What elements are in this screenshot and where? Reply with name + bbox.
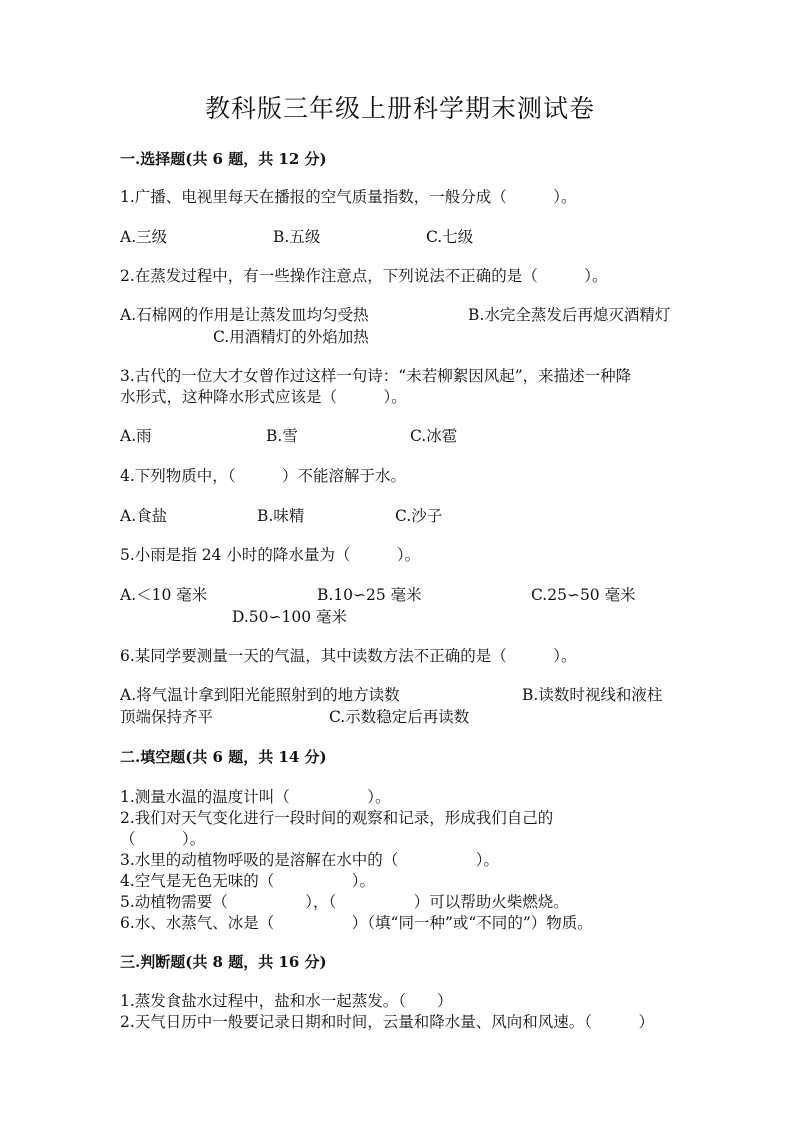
option-b: B.水完全蒸发后再熄灭酒精灯 xyxy=(468,306,671,324)
option-a: A.将气温计拿到阳光能照射到的地方读数 xyxy=(120,686,400,704)
option-a: A.雨 xyxy=(120,427,152,445)
true-false-item: 1.蒸发食盐水过程中，盐和水一起蒸发。（ ） xyxy=(120,992,453,1010)
fill-blank-item: 3.水里的动植物呼吸的是溶解在水中的（ ）。 xyxy=(120,851,500,869)
page-title: 教科版三年级上册科学期末测试卷 xyxy=(204,94,595,123)
fill-blank-item: 4.空气是无色无味的（ ）。 xyxy=(120,872,376,890)
question-stem: 1.广播、电视里每天在播报的空气质量指数，一般分成（ ）。 xyxy=(120,188,577,206)
question-stem: 4.下列物质中，（ ）不能溶解于水。 xyxy=(120,467,407,485)
option-c: C.七级 xyxy=(426,228,474,246)
option-b-continued: 顶端保持齐平 xyxy=(120,708,214,726)
true-false-item: 2.天气日历中一般要记录日期和时间，云量和降水量、风向和风速。（ ） xyxy=(120,1013,655,1031)
fill-blank-item: 2.我们对天气变化进行一段时间的观察和记录，形成我们自己的 xyxy=(120,809,554,827)
question-stem: 5.小雨是指 24 小时的降水量为（ ）。 xyxy=(120,546,421,564)
fill-blank-item-continued: （ ）。 xyxy=(120,830,206,848)
question-stem-continued: 水形式，这种降水形式应该是（ ）。 xyxy=(120,388,407,406)
question-stem: 6.某同学要测量一天的气温，其中读数方法不正确的是（ ）。 xyxy=(120,647,577,665)
option-b: B.读数时视线和液柱 xyxy=(522,686,663,704)
option-b: B.味精 xyxy=(257,507,305,525)
question-stem: 2.在蒸发过程中，有一些操作注意点，下列说法不正确的是（ ）。 xyxy=(120,267,608,285)
section-heading-choice: 一.选择题(共 6 题，共 12 分) xyxy=(120,150,327,168)
option-a: A.石棉网的作用是让蒸发皿均匀受热 xyxy=(120,306,369,324)
option-c: C.示数稳定后再读数 xyxy=(329,708,470,726)
option-b: B.10∽25 毫米 xyxy=(317,586,422,604)
fill-blank-item: 1.测量水温的温度计叫（ ）。 xyxy=(120,788,391,806)
option-a: A.食盐 xyxy=(120,507,168,525)
question-stem: 3.古代的一位大才女曾作过这样一句诗：“未若柳絮因风起”，来描述一种降 xyxy=(120,367,632,385)
option-c: C.沙子 xyxy=(395,507,443,525)
option-c: C.用酒精灯的外焰加热 xyxy=(213,328,369,346)
fill-blank-item: 5.动植物需要（ ），（ ）可以帮助火柴燃烧。 xyxy=(120,893,569,911)
option-a: A.＜10 毫米 xyxy=(120,586,208,604)
option-a: A.三级 xyxy=(120,228,168,246)
option-b: B.五级 xyxy=(273,228,321,246)
section-heading-fill-blank: 二.填空题(共 6 题，共 14 分) xyxy=(120,748,327,766)
option-d: D.50∽100 毫米 xyxy=(232,608,348,626)
option-c: C.冰雹 xyxy=(410,427,458,445)
section-heading-true-false: 三.判断题(共 8 题，共 16 分) xyxy=(120,953,327,971)
option-b: B.雪 xyxy=(266,427,298,445)
fill-blank-item: 6.水、水蒸气、冰是（ ）（填“同一种”或“不同的”）物质。 xyxy=(120,914,593,932)
option-c: C.25∽50 毫米 xyxy=(531,586,636,604)
